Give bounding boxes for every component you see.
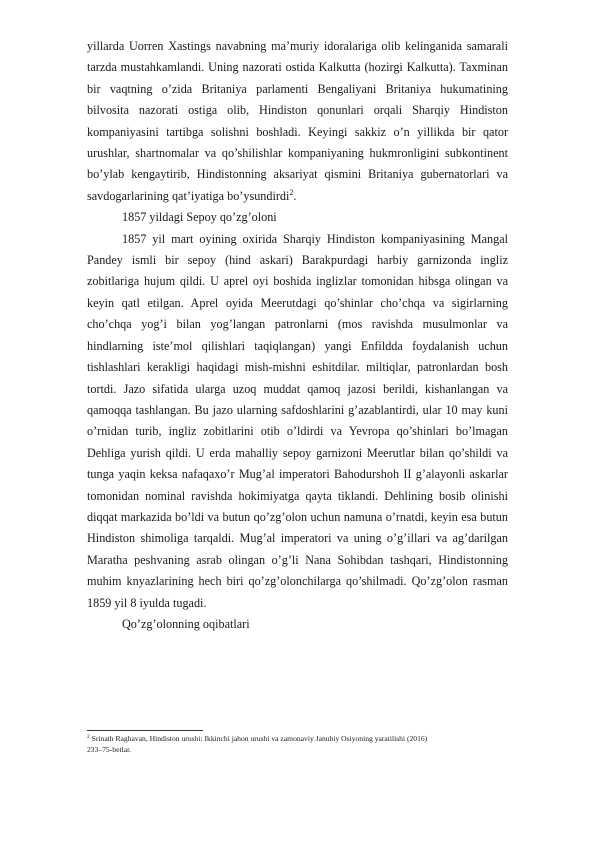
section-heading-consequences: Qo’zg’olonning oqibatlari bbox=[122, 616, 250, 631]
footnote bbox=[87, 733, 508, 755]
document-body bbox=[87, 36, 508, 635]
footnote-citation-line1: Srinath Raghavan, Hindiston urushi: Ikkinchi jahon urushi va zamonaviy Janubiy Osiyoning yaratilishi (2016) bbox=[91, 734, 428, 743]
section-heading-sepoy-mutiny: 1857 yildagi Sepoy qo’zg’oloni bbox=[122, 210, 277, 225]
paragraph-intro bbox=[87, 36, 508, 207]
paragraph-intro-end: . bbox=[293, 188, 297, 203]
footnote-reference[interactable]: 2 bbox=[289, 187, 294, 197]
paragraph-sepoy-mutiny: 1857 yil mart oyining oxirida Sharqiy Hindiston kompaniyasining Mangal Pandey ismli bir sepoy (hind askari) Barakpurdagi harbiy garnizonda ingliz zobitlariga hujum qildi. U aprel oyi boshida inglizlar tomonidan hibsga olingan va keyin qatl etilgan. Aprel oyida Meerutdagi qo’shinlar cho’chqa va sigirlarning cho’chqa yog’i bilan yog’langan patronlarni (mos ravishda musulmonlar va hindlarning iste’mol qilishlari taqiqlangan) yangi Enfildda foydalanish uchun tishlashlari kerakligi haqidagi mish-mishni eshitdilar. miltiqlar, patronlardan bosh tortdi. Jazo sifatida ularga uzoq muddat qamoq jazosi berildi, kishanlangan va qamoqqa tashlangan. Bu jazo ularning safdoshlarini g’azablantirdi, ular 10 may kuni o’rnidan turib, ingliz zobitlarini otib o’ldirdi va Yevropa qo’shinlari bo’lmagan Dehliga yurish qildi. U erda mahalliy sepoy garnizoni Meerutlar bilan qo’shildi va tunga yaqin keksa nafaqaxo’r Mug’al imperatori Bahodurshoh II g’alayonli askarlar tomonidan nominal ravishda hokimiyatga qayta tiklandi. Dehlining bosib olinishi diqqat markazida bo’ldi va butun qo’zg’olon uchun namuna o’rnatdi, keyin esa butun Hindiston shimoliga tarqaldi. Mug’al imperatori va uning o’g’illari va ag’darilgan Maratha peshvaning asrab olingan o’g’li Nana Sohibdan tashqari, Hindistonning muhim knyazlarining hech biri qo’zg’olonchilarga qo’shilmadi. Qo’zg’olon rasman 1859 yil 8 iyulda tugadi. bbox=[87, 231, 508, 610]
footnote-divider bbox=[87, 730, 203, 731]
footnote-number: 2 bbox=[87, 734, 90, 740]
paragraph-intro-text: yillarda Uorren Xastings navabning ma’muriy idoralariga olib kelinganida samarali tarzda mustahkamlandi. Uning nazorati ostida Kalkutta (hozirgi Kalkutta). Taxminan bir vaqtning o’zida Britaniya parlamenti Bengaliyani Britaniya hukumatining bilvosita nazorati ostiga olib, Hindiston qonunlari orqali Sharqiy Hindiston kompaniyasini tartibga solishni boshladi. Keyingi sakkiz o’n yillikda bir qator urushlar, shartnomalar va qo’shilishlar kompaniyaning hukmronligini subkontinent bo’ylab kengaytirib, Hindistonning aksariyat qismini Britaniya gubernatorlari va savdogarlarining qat’iyatiga bo’ysundirdi bbox=[87, 39, 508, 203]
footnote-citation-line2: 233–75-betlar. bbox=[87, 745, 132, 754]
